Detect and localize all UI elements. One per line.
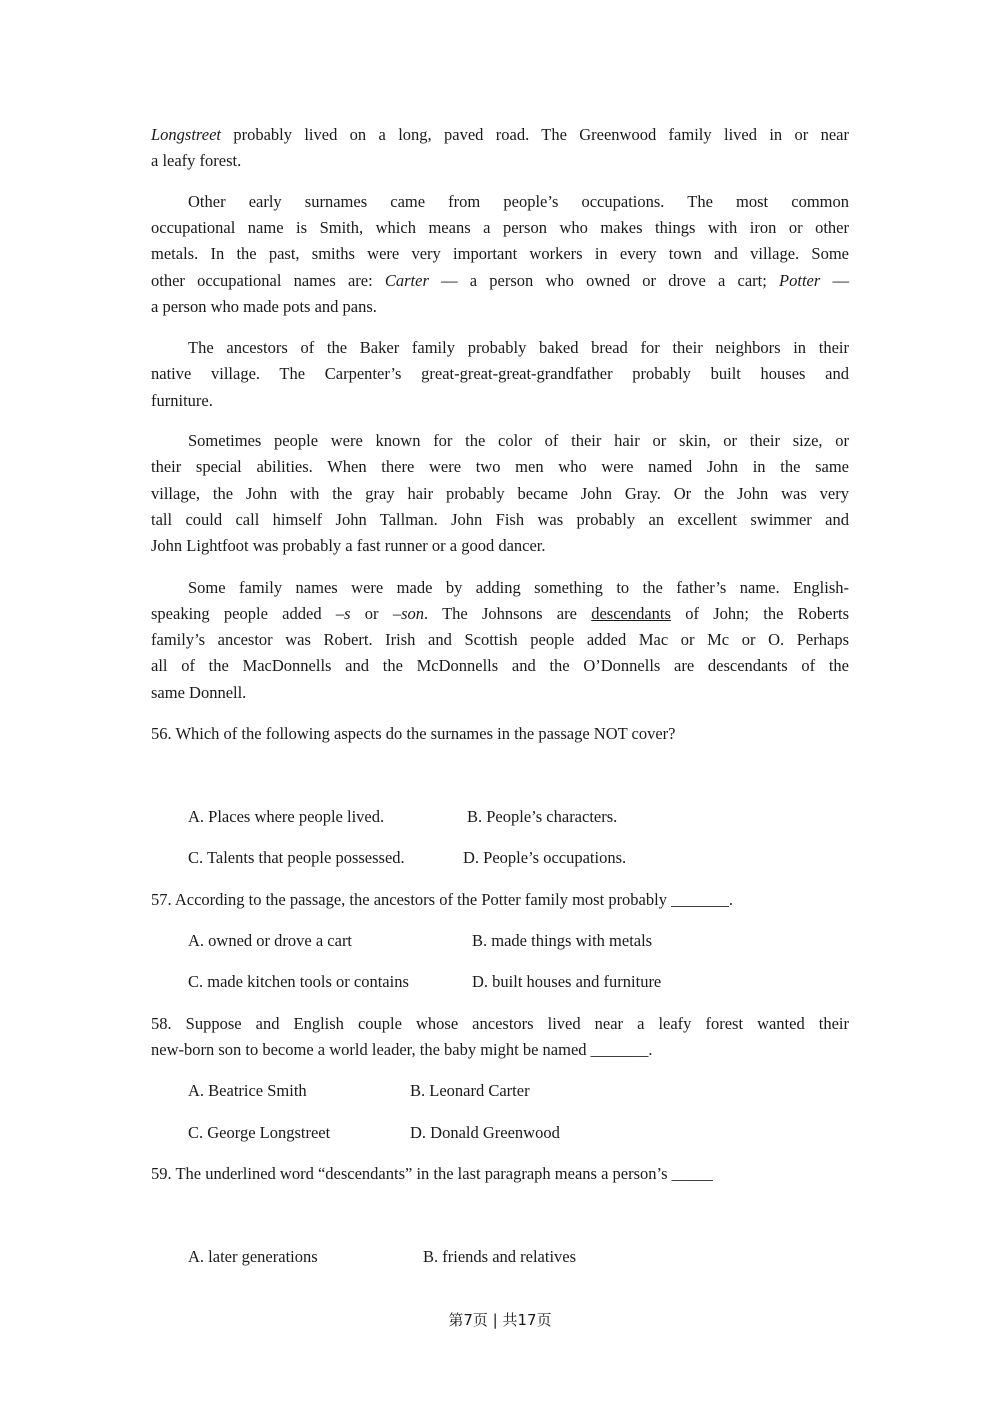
question-number: 59. [151, 1164, 172, 1183]
paragraph-5-line-5: same Donnell. [151, 683, 247, 702]
question-56-option-a[interactable]: A. Places where people lived. [188, 807, 385, 826]
surname-longstreet: Longstreet [151, 125, 221, 144]
paragraph-5-line-1: Some family names were made by adding something to the father’s name. English- [188, 578, 849, 597]
paragraph-2-line-2: occupational name is Smith, which means a person who makes things with iron or other [151, 218, 849, 237]
question-number: 56. [151, 724, 172, 743]
question-text: Suppose and English couple whose ancestors lived near a leafy forest wanted their [185, 1014, 849, 1033]
paragraph-5-line-4: all of the MacDonnells and the McDonnells and the O’Donnells are descendants of the [151, 656, 849, 675]
question-text: The underlined word “descendants” in the last paragraph means a person’s _____ [175, 1164, 713, 1183]
paragraph-3-line-1: The ancestors of the Baker family probably baked bread for their neighbors in their [188, 338, 849, 357]
question-text: According to the passage, the ancestors of the Potter family most probably _______. [174, 890, 733, 909]
question-text: Which of the following aspects do the surnames in the passage NOT cover? [175, 724, 676, 743]
question-56-option-c[interactable]: C. Talents that people possessed. [188, 848, 405, 867]
question-57 [151, 887, 849, 913]
page-footer: 第7页 | 共17页 [448, 1311, 552, 1329]
question-56-option-d[interactable]: D. People’s occupations. [463, 848, 627, 867]
question-58-line-2: new-born son to become a world leader, the baby might be named _______. [151, 1040, 653, 1059]
paragraph-4-line-1: Sometimes people were known for the color of their hair or skin, or their size, or [188, 431, 849, 450]
question-number: 58. [151, 1014, 172, 1033]
surname-potter: Potter [779, 271, 821, 290]
paragraph-4-line-3: village, the John with the gray hair probably became John Gray. Or the John was very [151, 484, 849, 503]
paragraph-5-line-2: speaking people added –s or –son. The Johnsons are descendants of John; the Roberts [151, 604, 850, 623]
paragraph-2-line-5: a person who made pots and pans. [151, 297, 377, 316]
paragraph-4-line-2: their special abilities. When there were two men who were named John in the same [151, 457, 849, 476]
question-57-option-d[interactable]: D. built houses and furniture [472, 972, 662, 991]
question-57-option-a[interactable]: A. owned or drove a cart [188, 931, 353, 950]
paragraph-5-line-3: family’s ancestor was Robert. Irish and Scottish people added Mac or Mc or O. Perhaps [151, 630, 849, 649]
paragraph-2-line-3: metals. In the past, smiths were very important workers in every town and village. Some [151, 244, 849, 263]
question-57-option-c[interactable]: C. made kitchen tools or contains [188, 972, 409, 991]
question-58-line-1 [151, 1011, 849, 1037]
question-59-option-a[interactable]: A. later generations [188, 1247, 318, 1266]
paragraph-3-line-3: furniture. [151, 391, 213, 410]
question-59 [151, 1161, 849, 1187]
paragraph-2-line-1: Other early surnames came from people’s occupations. The most common [188, 192, 849, 211]
question-57-option-b[interactable]: B. made things with metals [472, 931, 653, 950]
question-56 [151, 721, 849, 747]
surname-carter: Carter [384, 271, 429, 290]
paragraph-2-line-4: other occupational names are: Carter — a person who owned or drove a cart; Potter — [151, 271, 849, 290]
question-58-option-c[interactable]: C. George Longstreet [188, 1123, 331, 1142]
paragraph-3-line-2: native village. The Carpenter’s great-great-great-grandfather probably built houses and [151, 364, 849, 383]
paragraph-1-line-1: Longstreet probably lived on a long, paved road. The Greenwood family lived in or near [151, 125, 849, 144]
underlined-word-descendants: descendants [591, 604, 671, 623]
question-58-option-a[interactable]: A. Beatrice Smith [188, 1081, 307, 1100]
paragraph-4-line-4: tall could call himself John Tallman. John Fish was probably an excellent swimmer and [151, 510, 849, 529]
paragraph-4-line-5: John Lightfoot was probably a fast runner or a good dancer. [151, 536, 546, 555]
question-59-option-b[interactable]: B. friends and relatives [423, 1247, 577, 1266]
question-number: 57. [151, 890, 172, 909]
paragraph-1-line-2: a leafy forest. [151, 151, 242, 170]
question-58-option-b[interactable]: B. Leonard Carter [410, 1081, 530, 1100]
question-56-option-b[interactable]: B. People’s characters. [467, 807, 618, 826]
question-58-option-d[interactable]: D. Donald Greenwood [410, 1123, 560, 1142]
